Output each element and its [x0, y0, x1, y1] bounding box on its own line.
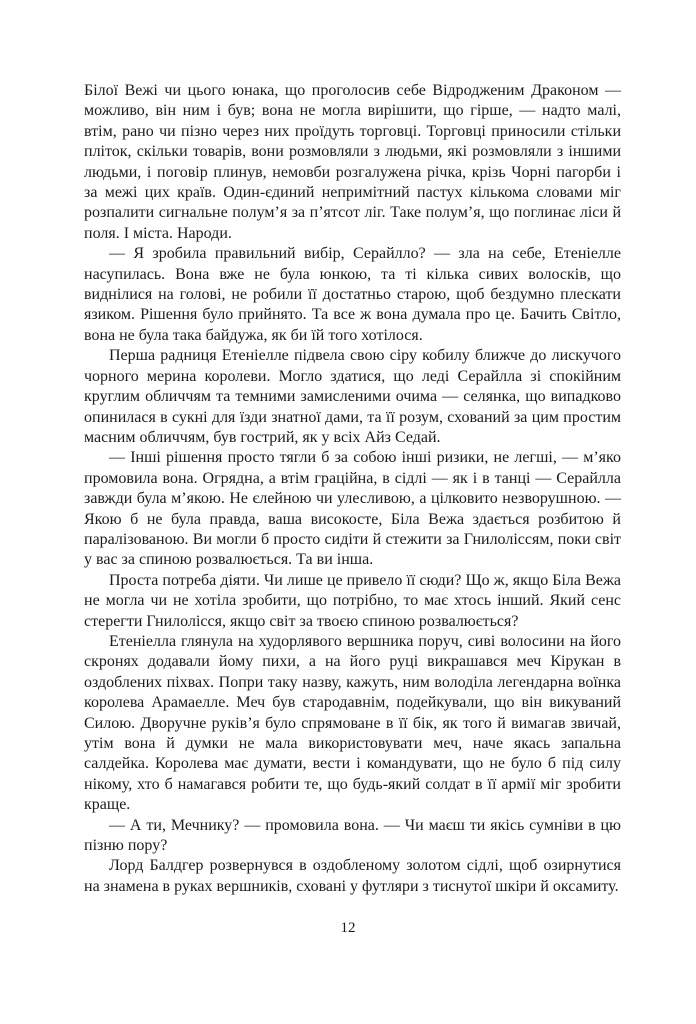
paragraph: Проста потреба діяти. Чи лише це привело її сюди? Що ж, якщо Біла Вежа не могла чи не хотіла зробити, що потрібно, то має хтось інший. Який сенс стерегти Гнилолісся, якщо світ за твоєю спиною розвалюється? [84, 571, 621, 630]
paragraph: Перша радниця Етеніелле підвела свою сіру кобилу ближче до лискучого чорного мерина королеви. Могло здатися, що леді Серайлла зі спокійним круглим обличчям та темними замисленими очима — селянка, що випадково опинилася в сукні для їзди знатної дами, та її розум, схований за цим простим масним обличчям, був гострий, як у всіх Айз Седай. [84, 347, 621, 446]
paragraph: Білої Вежі чи цього юнака, що проголосив себе Відродженим Драконом — можливо, він ним і був; вона не могла вирішити, що гірше, — надто малі, втім, рано чи пізно через них проїдуть торговці. Торговці приносили стільки пліток, скільки товарів, вони розмовляли з людьми, які розмовляли з іншими людьми, і поговір плинув, немовби розгалужена річка, крізь Чорні пагорби і за межі цих країв. Один-єдиний непримітний пастух кількома словами міг розпалити сигнальне полум’я за п’ятсот ліг. Таке полум’я, що поглинає ліси й поля. І міста. Народи. [84, 82, 621, 242]
paragraph: — Інші рішення просто тягли б за собою інші ризики, не легші, — м’яко промовила вона. Огрядна, а втім граційна, в сідлі — як і в танці — Серайлла завжди була м’якою. Не єлейною чи улесливою, а цілковито незворушною. — Якою б не була правда, ваша високосте, Біла Вежа здається розбитою й паралізованою. Ви могли б просто сидіти й стежити за Гнилоліссям, поки світ у вас за спиною розвалюється. Та ви інша. [84, 449, 621, 569]
paragraph: Лорд Балдгер розвернувся в оздобленому золотом сідлі, щоб озирнутися на знамена в руках вершників, сховані у футляри з тиснутої шкіри й оксамиту. [84, 857, 621, 895]
paragraph: — А ти, Мечнику? — промовила вона. — Чи маєш ти якісь сумніви в цю пізню пору? [84, 816, 621, 855]
paragraph: Етеніелла глянула на худорлявого вершника поруч, сиві волосини на його скронях додавали йому пихи, а на його руці викрашався меч Кірукан в оздоблених піхвах. Попри таку назву, кажуть, ним володіла легендарна воїнка королева Арамаелле. Меч був стародавнім, подейкували, що він викуваний Силою. Дворучне руків’я було спрямоване в її бік, як того й вимагав звичай, утім вона й думки не мала використовувати меч, наче якась запальна салдейка. Королева має думати, вести і командувати, що не було б під силу нікому, хто б намагався робити те, що будь-який солдат в її армії міг зробити краще. [84, 632, 621, 814]
page-number: 12 [340, 920, 356, 936]
page-text [84, 81, 621, 897]
paragraph: — Я зробила правильний вибір, Серайлло? — зла на себе, Етеніелле насупилась. Вона вже не була юнкою, та ті кілька сивих волосків, що виднілися на голові, не робили її достатньо старою, щоб бездумно плескати язиком. Рішення було прийнято. Та все ж вона думала про це. Бачить Світло, вона не була така байдужа, як би їй того хотілося. [84, 245, 621, 344]
